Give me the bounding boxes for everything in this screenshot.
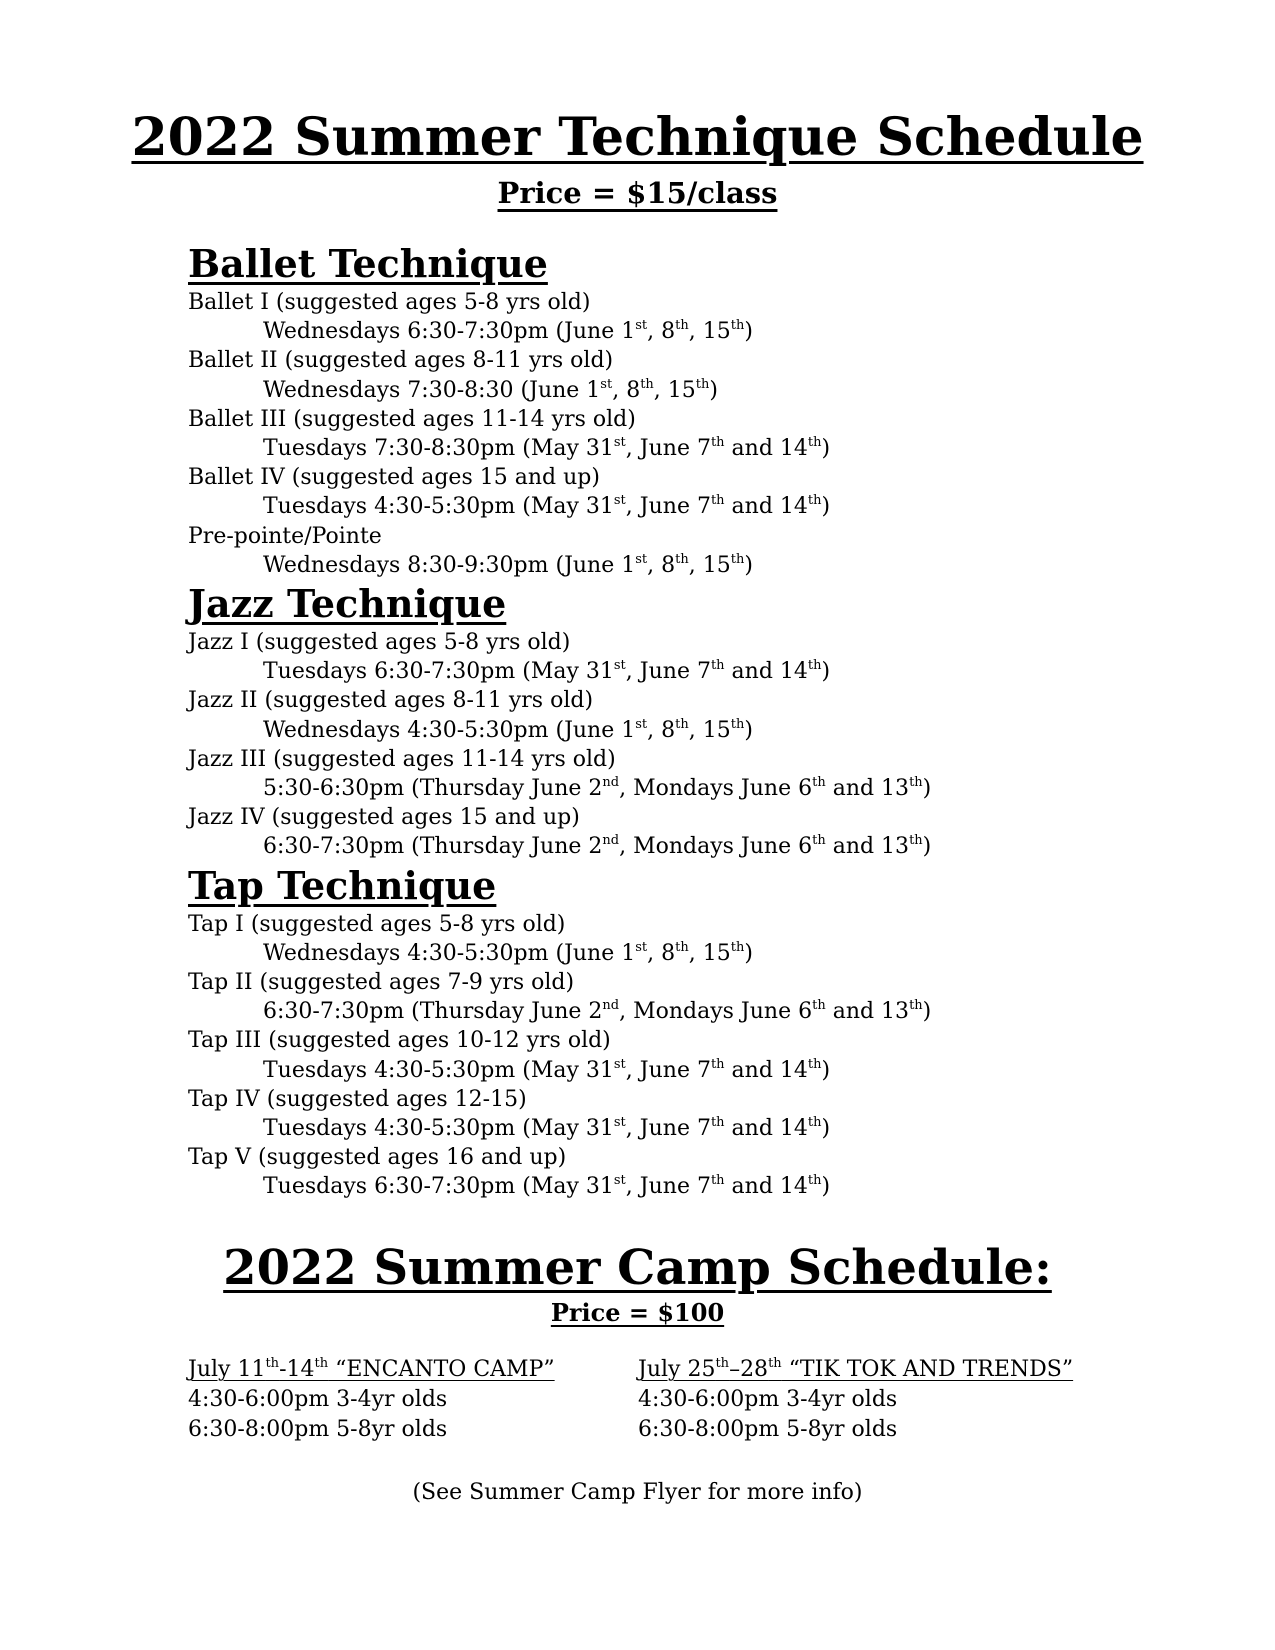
camp-session-line: 4:30-6:00pm 3-4yr olds (188, 1387, 448, 1412)
technique-sections (188, 240, 1188, 1202)
ordinal-suffix: th (909, 833, 923, 849)
ordinal-suffix: th (730, 716, 745, 732)
class-schedule: Wednesdays 4:30-5:30pm (June 1st, 8th, 15th) (263, 939, 753, 966)
ordinal-suffix: th (710, 1056, 725, 1072)
class-name: Tap IV (suggested ages 12-15) (188, 1086, 527, 1112)
class-schedule: Tuesdays 7:30-8:30pm (May 31st, June 7th and 14th) (263, 435, 831, 462)
ordinal-suffix: th (730, 318, 745, 334)
ordinal-suffix: st (600, 376, 613, 392)
class-name: Ballet II (suggested ages 8-11 yrs old) (188, 348, 614, 374)
ordinal-suffix: th (730, 551, 745, 567)
camp-column-encanto (188, 1355, 555, 1445)
ordinal-suffix: th (812, 775, 826, 791)
ordinal-suffix: nd (602, 775, 620, 791)
technique-price: Price = $15/class (497, 176, 778, 210)
section-heading: Tap Technique (188, 862, 497, 908)
camp-price: Price = $100 (550, 1298, 725, 1327)
class-schedule: Wednesdays 7:30-8:30 (June 1st, 8th, 15th) (263, 376, 718, 403)
class-schedule: 6:30-7:30pm (Thursday June 2nd, Mondays June 6th and 13th) (263, 833, 932, 860)
class-schedule: Tuesdays 6:30-7:30pm (May 31st, June 7th and 14th) (263, 658, 831, 685)
class-schedule: 6:30-7:30pm (Thursday June 2nd, Mondays June 6th and 13th) (263, 998, 932, 1025)
camp-session-line: 6:30-8:00pm 5-8yr olds (188, 1417, 448, 1442)
ordinal-suffix: st (635, 551, 648, 567)
ordinal-suffix: th (675, 318, 689, 334)
class-schedule: Tuesdays 6:30-7:30pm (May 31st, June 7th and 14th) (263, 1173, 831, 1200)
class-schedule: Tuesdays 4:30-5:30pm (May 31st, June 7th and 14th) (263, 1115, 831, 1142)
ordinal-suffix: st (613, 658, 626, 674)
ordinal-suffix: nd (602, 833, 620, 849)
ordinal-suffix: st (635, 939, 648, 955)
ordinal-suffix: th (807, 658, 822, 674)
ordinal-suffix: st (613, 435, 626, 451)
ordinal-suffix: th (710, 1115, 725, 1131)
ordinal-suffix: th (909, 998, 923, 1014)
ordinal-suffix: th (807, 493, 822, 509)
ordinal-suffix: th (807, 1173, 822, 1189)
ordinal-suffix: th (807, 435, 822, 451)
camp-title: 2022 Summer Camp Schedule: (223, 1240, 1052, 1296)
class-schedule: 5:30-6:30pm (Thursday June 2nd, Mondays June 6th and 13th) (263, 775, 932, 802)
ordinal-suffix: st (613, 493, 626, 509)
camp-heading: July 11th-14th “ENCANTO CAMP” (188, 1356, 555, 1382)
ordinal-suffix: th (710, 658, 725, 674)
class-name: Pre-pointe/Pointe (188, 523, 382, 549)
ordinal-suffix: th (640, 376, 654, 392)
class-name: Ballet III (suggested ages 11-14 yrs old) (188, 406, 636, 432)
ordinal-suffix: th (807, 1056, 822, 1072)
camp-heading: July 25th–28th “TIK TOK AND TRENDS” (638, 1356, 1074, 1382)
class-schedule: Tuesdays 4:30-5:30pm (May 31st, June 7th and 14th) (263, 1056, 831, 1083)
ordinal-suffix: th (909, 775, 923, 791)
camp-session-line: 6:30-8:00pm 5-8yr olds (638, 1417, 898, 1442)
ordinal-suffix: st (613, 1115, 626, 1131)
class-name: Tap II (suggested ages 7-9 yrs old) (188, 970, 575, 996)
camp-session-line: 4:30-6:00pm 3-4yr olds (638, 1387, 898, 1412)
ordinal-suffix: th (812, 998, 826, 1014)
ordinal-suffix: th (675, 716, 689, 732)
class-schedule: Wednesdays 8:30-9:30pm (June 1st, 8th, 15th) (263, 551, 753, 578)
ordinal-suffix: th (695, 376, 710, 392)
ordinal-suffix: th (812, 833, 826, 849)
class-name: Tap III (suggested ages 10-12 yrs old) (188, 1028, 611, 1054)
camp-column-tiktok (638, 1355, 1073, 1445)
ordinal-suffix: th (807, 1115, 822, 1131)
ordinal-suffix: st (613, 1056, 626, 1072)
class-name: Jazz I (suggested ages 5-8 yrs old) (188, 630, 571, 656)
ordinal-suffix: th (715, 1356, 730, 1371)
ordinal-suffix: st (635, 318, 648, 334)
camp-flyer-note: (See Summer Camp Flyer for more info) (412, 1480, 863, 1505)
class-name: Jazz III (suggested ages 11-14 yrs old) (188, 746, 616, 772)
class-name: Jazz II (suggested ages 8-11 yrs old) (188, 688, 594, 714)
ordinal-suffix: th (675, 551, 689, 567)
ordinal-suffix: th (710, 435, 725, 451)
page-title: 2022 Summer Technique Schedule (131, 107, 1144, 168)
class-schedule: Wednesdays 4:30-5:30pm (June 1st, 8th, 15th) (263, 716, 753, 743)
section-heading: Ballet Technique (188, 241, 548, 286)
class-name: Tap V (suggested ages 16 and up) (188, 1145, 567, 1171)
ordinal-suffix: th (314, 1356, 329, 1371)
ordinal-suffix: th (768, 1356, 782, 1371)
ordinal-suffix: st (635, 716, 648, 732)
ordinal-suffix: th (265, 1356, 280, 1371)
class-schedule: Wednesdays 6:30-7:30pm (June 1st, 8th, 15th) (263, 318, 753, 345)
ordinal-suffix: st (613, 1173, 626, 1189)
section-heading: Jazz Technique (188, 581, 507, 627)
ordinal-suffix: th (710, 493, 725, 509)
class-name: Ballet I (suggested ages 5-8 yrs old) (188, 290, 591, 315)
class-name: Ballet IV (suggested ages 15 and up) (188, 465, 600, 491)
ordinal-suffix: th (675, 939, 689, 955)
class-name: Jazz IV (suggested ages 15 and up) (188, 805, 580, 831)
ordinal-suffix: th (730, 939, 745, 955)
ordinal-suffix: th (710, 1173, 725, 1189)
class-name: Tap I (suggested ages 5-8 yrs old) (188, 911, 566, 937)
class-schedule: Tuesdays 4:30-5:30pm (May 31st, June 7th and 14th) (263, 493, 831, 520)
ordinal-suffix: nd (602, 998, 620, 1014)
